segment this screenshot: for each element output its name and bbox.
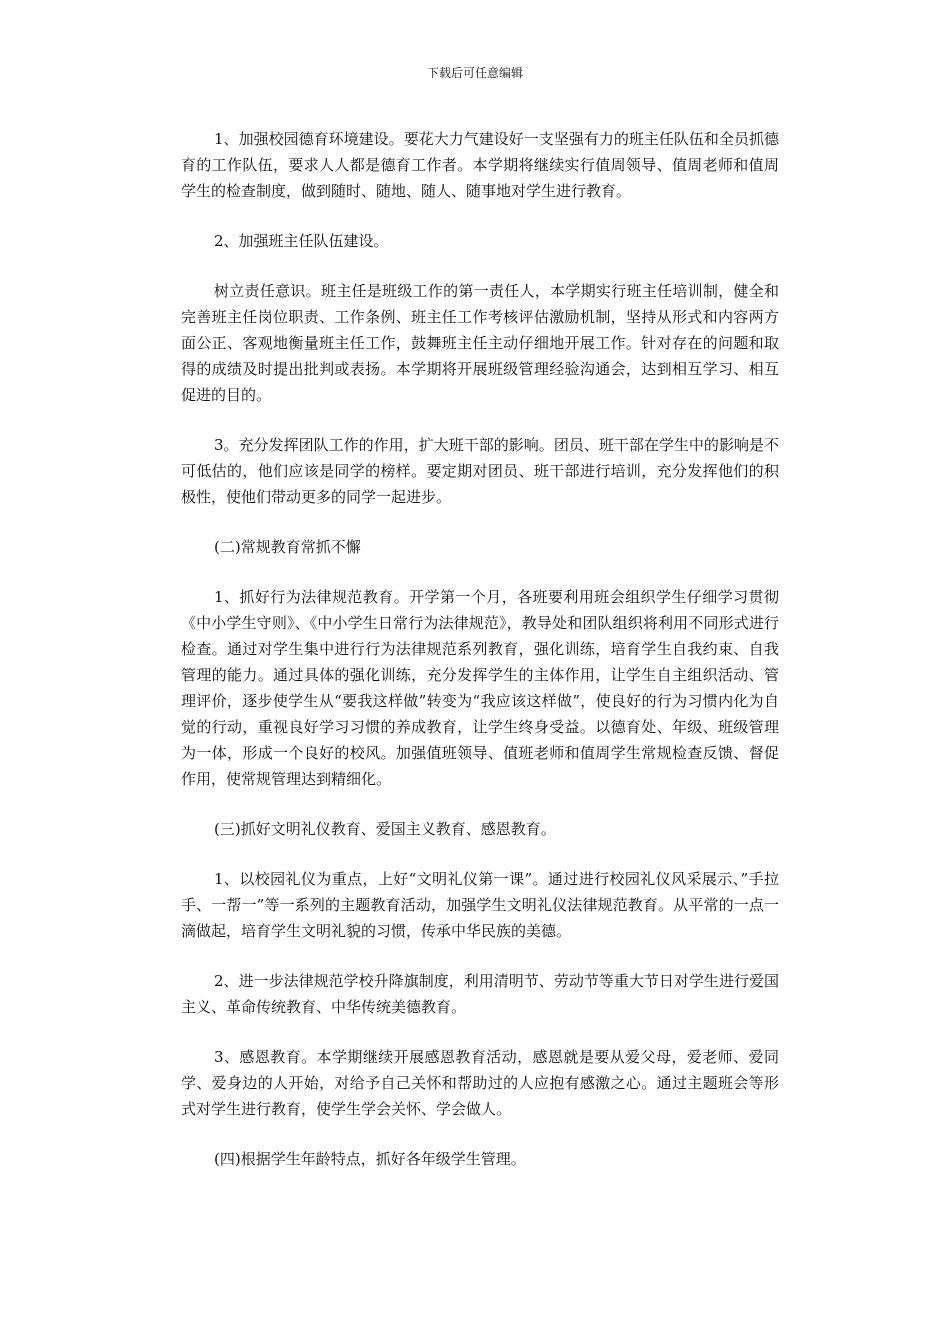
section-heading-3: (三)抓好文明礼仪教育、爱国主义教育、感恩教育。 xyxy=(214,820,556,838)
paragraph-5: 1、抓好行为法律规范教育。开学第一个月，各班要利用班会组织学生仔细学习贯彻《中小学生守则》、《中小学生日常行为法律规范》，教导处和团队组织将利用不同形式进行检查。通过对学生集中进行行为法律规范系列教育，强化训练，培育学生自我约束、自我管理的能力。通过具体的强化训练，充分发挥学生的主体作用，让学生自主组织活动、管理评价，逐步使学生从“要我这样做”转变为“我应该这样做”，使良好的行为习惯内化为自觉的行动，重视良好学习习惯的养成教育，让学生终身受益。以德育处、年级、班级管理为一体，形成一个良好的校风。加强值班领导、值班老师和值周学生常规检查反馈、督促作用，使常规管理达到精细化。 xyxy=(181,588,779,788)
section-heading-4: (四)根据学生年龄特点，抓好各年级学生管理。 xyxy=(214,1150,526,1168)
header-note: 下载后可任意编辑 xyxy=(426,66,523,80)
paragraph-4: 3。充分发挥团队工作的作用，扩大班干部的影响。团员、班干部在学生中的影响是不可低估的，他们应该是同学的榜样。要定期对团员、班干部进行培训，充分发挥他们的积极性，使他们带动更多的同学一起进步。 xyxy=(181,436,779,506)
paragraph-7: 2、进一步法律规范学校升降旗制度，利用清明节、劳动节等重大节日对学生进行爱国主义、革命传统教育、中华传统美德教育。 xyxy=(181,972,779,1016)
document-body xyxy=(181,126,779,1196)
paragraph-2: 2、加强班主任队伍建设。 xyxy=(214,232,389,250)
paragraph-3: 树立责任意识。班主任是班级工作的第一责任人，本学期实行班主任培训制，健全和完善班主任岗位职责、工作条例、班主任工作考核评估激励机制，坚持从形式和内容两方面公正、客观地衡量班主任工作，鼓舞班主任主动仔细地开展工作。针对存在的问题和取得的成绩及时提出批判或表扬。本学期将开展班级管理经验沟通会，达到相互学习、相互促进的目的。 xyxy=(181,282,779,404)
section-heading-2: (二)常规教育常抓不懈 xyxy=(214,538,361,556)
paragraph-1: 1、加强校园德育环境建设。要花大力气建设好一支坚强有力的班主任队伍和全员抓德育的工作队伍，要求人人都是德育工作者。本学期将继续实行值周领导、值周老师和值周学生的检查制度，做到随时、随地、随人、随事地对学生进行教育。 xyxy=(181,130,779,200)
paragraph-8: 3、感恩教育。本学期继续开展感恩教育活动，感恩就是要从爱父母，爱老师、爱同学、爱身边的人开始，对给予自己关怀和帮助过的人应抱有感激之心。通过主题班会等形式对学生进行教育，使学生学会关怀、学会做人。 xyxy=(181,1048,779,1118)
paragraph-6: 1、以校园礼仪为重点，上好“文明礼仪第一课”。通过进行校园礼仪风采展示、”手拉手、一帮一”等一系列的主题教育活动，加强学生文明礼仪法律规范教育。从平常的一点一滴做起，培育学生文明礼貌的习惯，传承中华民族的美德。 xyxy=(181,870,779,940)
